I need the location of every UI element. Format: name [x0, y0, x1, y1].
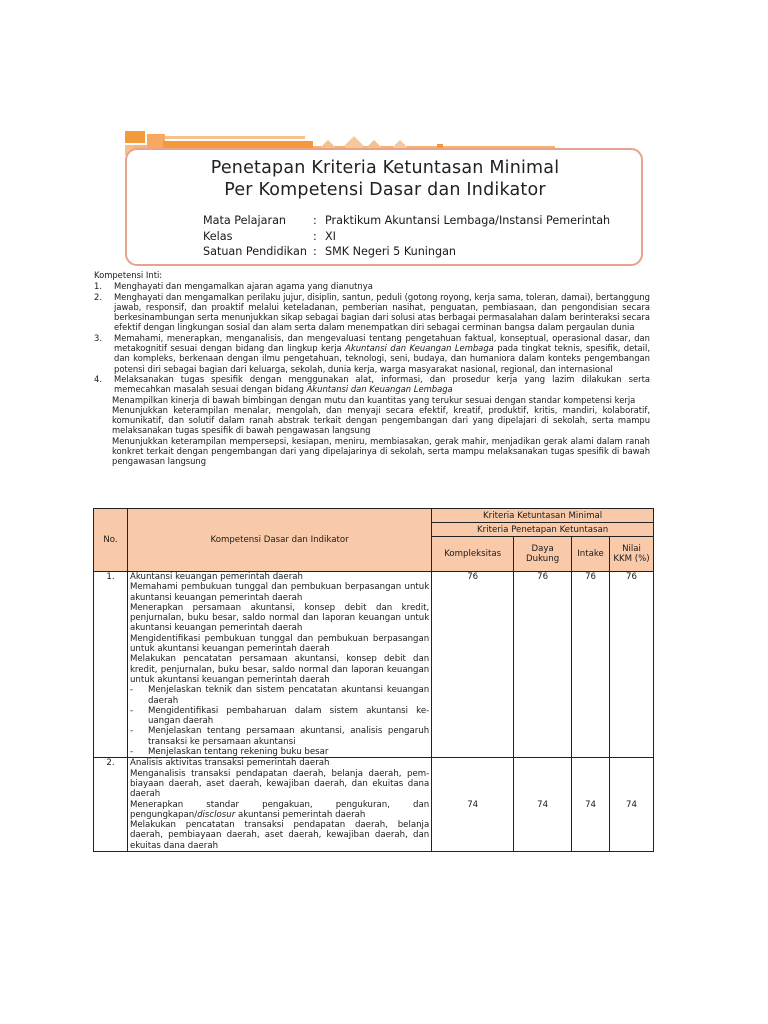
- kd-cell: [127, 572, 431, 758]
- table-row: [94, 572, 654, 758]
- indicator-item: [130, 747, 429, 757]
- kd-line: Melakukan pencatatan transaksi pendapatan daerah, belanja daerah, pembiayaan daerah, aset daerah, kewajiban daerah, dan ekuitas dana daerah: [129, 820, 430, 851]
- meta-colon: :: [313, 214, 317, 227]
- indicator-text: Mengidentifikasi pembaharuan dalam sistem akuntansi ke-uangan daerah: [147, 705, 430, 727]
- ki-text: Menghayati dan mengamalkan ajaran agama yang dianutnya: [114, 281, 373, 292]
- ki-paragraph: Menampilkan kinerja di bawah bimbingan dengan mutu dan kuantitas yang terukur sesuai dengan standar kompetensi kerja: [112, 394, 636, 405]
- ki-text-part: Memahami, menerapkan, menganalisis, dan mengevaluasi tentang pengetahuan faktual, konseptual, operasional dasar, dan metakognitif sesuai dengan bidang dan lingkup kerja: [114, 332, 650, 354]
- table-header-row: [94, 509, 654, 523]
- ki-text-part: pada tingkat teknis, spesifik, detail, dan kompleks, berkenaan dengan ilmu pengetahuan, teknologi, seni, budaya, dan humaniora dalam konteks pengembangan potensi diri sebagai bagian dari keluarga, sekolah, dunia kerja, warga masyarakat nasional, regional, dan internasional: [114, 343, 650, 374]
- ki-num: 4.: [94, 373, 102, 384]
- meta-row: [203, 229, 610, 245]
- ki-num: 1.: [94, 281, 102, 292]
- ki-num: 2.: [94, 291, 102, 302]
- kd-line-italic: disclosur: [197, 809, 236, 820]
- kd-line: [130, 800, 429, 821]
- kd-line-part: akuntansi pemerintah daerah: [235, 809, 366, 820]
- ki-paragraph: Menunjukkan keterampilan menalar, mengolah, dan menyaji secara efektif, kreatif, produktif, kritis, mandiri, kolaboratif, komunikatif, dan solutif dalam ranah abstrak terkait dengan pengembangan dari yang dipelajari di sekolah, serta mampu melaksanakan tugas spesifik di bawah pengawasan langsung: [112, 404, 650, 436]
- ki-paragraph: Menunjukkan keterampilan mempersepsi, kesiapan, meniru, membiasakan, gerak mahir, menjadikan gerak alami dalam ranah konkret terkait dengan pengembangan dari yang dipelajarinya di sekolah, serta mampu melaksanakan tugas spesifik di bawah pengawasan langsung: [112, 435, 650, 467]
- kd-title: Analisis aktivitas transaksi pemerintah daerah: [129, 758, 330, 769]
- page-subtitle: Per Kompetensi Dasar dan Indikator: [224, 180, 546, 200]
- meta-value: Praktikum Akuntansi Lembaga/Instansi Pemerintah: [325, 214, 611, 227]
- ki-heading: Kompetensi Inti:: [94, 270, 163, 280]
- daya-value: 74: [514, 758, 572, 852]
- col-nilai-header: Nilai KKM (%): [610, 537, 654, 572]
- ki-text: [114, 374, 650, 395]
- kompetensi-inti: [94, 270, 650, 467]
- table-row: [94, 758, 654, 852]
- kd-title: Akuntansi keuangan pemerintah daerah: [129, 572, 303, 582]
- page-title: Penetapan Kriteria Ketuntasan Minimal: [210, 158, 560, 178]
- indicator-text: Menjelaskan teknik dan sistem pencatatan akuntansi keuangan daerah: [147, 685, 430, 706]
- meta-value: XI: [325, 229, 336, 243]
- col-kpk-header: Kriteria Penetapan Ketuntasan: [432, 523, 654, 537]
- kd-line-part: Menerapkan standar pengakuan, pengukuran, dan pengungkapan/: [129, 799, 430, 820]
- col-kkm-header: Kriteria Ketuntasan Minimal: [432, 509, 654, 523]
- kompleksitas-value: 76: [432, 572, 514, 758]
- col-kd-header: Kompetensi Dasar dan Indikator: [127, 509, 431, 572]
- col-no-header: No.: [94, 509, 128, 572]
- ki-num: 3.: [94, 332, 102, 343]
- kd-line: Melakukan pencatatan persamaan akuntansi, konsep debit dan kredit, penjurnalan, buku besar, saldo normal dan laporan keuangan untuk akuntansi keuangan pemerintah daerah: [129, 654, 430, 685]
- indicator-item: [130, 706, 429, 727]
- row-number: 1.: [94, 572, 128, 758]
- col-intake-header: Intake: [572, 537, 610, 572]
- indicator-text: Menjelaskan tentang rekening buku besar: [147, 747, 329, 758]
- daya-value: 76: [514, 572, 572, 758]
- kd-line: Mengidentifikasi pembukuan tunggal dan pembukuan berpasangan untuk akuntansi keuangan pemerintah daerah: [129, 633, 430, 655]
- kd-line: Menganalisis transaksi pendapatan daerah, belanja daerah, pem-biayaan daerah, aset daerah, kewajiban daerah, dan ekuitas dana daerah: [129, 768, 430, 800]
- kompleksitas-value: 74: [432, 758, 514, 852]
- row-number: 2.: [94, 758, 128, 852]
- ki-text: [114, 333, 650, 374]
- dash: -: [129, 685, 134, 696]
- ki-text-part: Melaksanakan tugas spesifik dengan menggunakan alat, informasi, dan prosedur kerja yang lazim dilakukan serta memecahkan masalah sesuai dengan bidang: [114, 373, 650, 395]
- meta-block: [203, 213, 610, 260]
- kd-line: Menerapkan persamaan akuntansi, konsep debit dan kredit, penjurnalan, buku besar, saldo normal dan laporan keuangan untuk akuntansi keuangan pemerintah daerah: [129, 602, 430, 634]
- meta-label: Kelas: [203, 229, 233, 243]
- meta-colon: :: [313, 245, 317, 258]
- kd-line: Memahami pembukuan tunggal dan pembukuan berpasangan untuk akuntansi keuangan pemerintah daerah: [129, 582, 430, 603]
- meta-colon: :: [313, 229, 317, 243]
- dash: -: [129, 726, 134, 737]
- ki-item: [94, 292, 650, 333]
- dash: -: [129, 747, 134, 758]
- kkm-table: [93, 508, 654, 852]
- ki-item: [94, 374, 650, 395]
- ki-text-italic: Akuntansi dan Keuangan Lembaga: [345, 343, 494, 354]
- col-kompleksitas-header: Kompleksitas: [432, 537, 514, 572]
- meta-value: SMK Negeri 5 Kuningan: [325, 245, 457, 258]
- ki-text-italic: Akuntansi dan Keuangan Lembaga: [306, 384, 453, 395]
- nilai-value: 74: [610, 758, 654, 852]
- meta-row: [203, 244, 610, 260]
- intake-value: 76: [572, 572, 610, 758]
- ki-item: [94, 333, 650, 374]
- ki-item: [94, 281, 650, 291]
- meta-label: Mata Pelajaran: [203, 214, 287, 227]
- intake-value: 74: [572, 758, 610, 852]
- meta-row: [203, 213, 610, 229]
- dash: -: [129, 705, 134, 716]
- kd-cell: [127, 758, 431, 852]
- nilai-value: 76: [610, 572, 654, 758]
- indicator-item: [130, 685, 429, 706]
- meta-label: Satuan Pendidikan: [203, 245, 307, 258]
- indicator-text: Menjelaskan tentang persamaan akuntansi, analisis pengaruh transaksi ke persamaan akuntansi: [147, 726, 430, 747]
- col-daya-header: Daya Dukung: [514, 537, 572, 572]
- ki-text: Menghayati dan mengamalkan perilaku jujur, disiplin, santun, peduli (gotong royong, kerja sama, toleran, damai), bertanggung jawab, responsif, dan proaktif melalui keteladanan, pemberian nasihat, penguatan, pembiasaan, dan pengondisian secara berkesinambungan serta menunjukkan sikap sebagai bagian dari solusi atas berbagai permasalahan dalam berinteraksi secara efektif dengan lingkungan sosial dan alam serta dalam menempatkan diri sebagai cerminan bangsa dalam pergaulan dunia: [114, 291, 650, 333]
- indicator-item: [130, 726, 429, 747]
